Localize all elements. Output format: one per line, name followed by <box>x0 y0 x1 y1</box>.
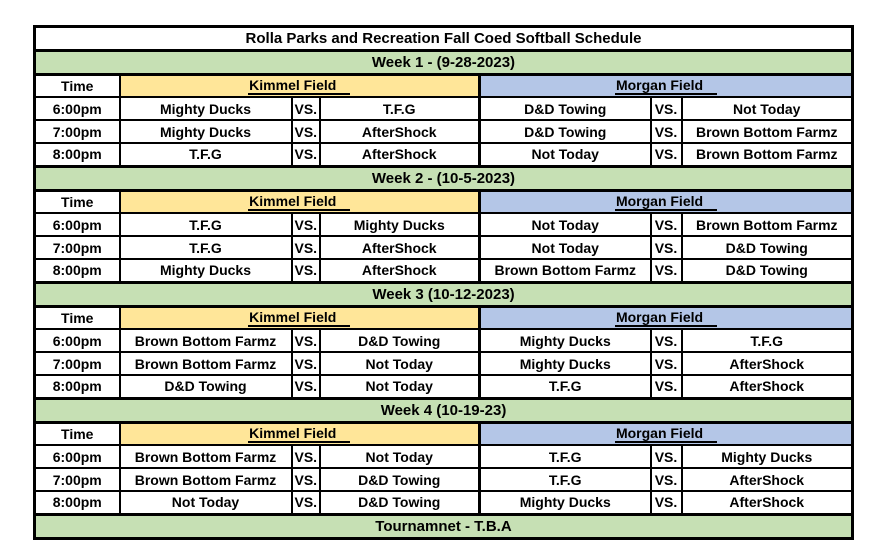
week-4-label: Week 4 (10-19-23) <box>35 398 853 422</box>
morgan-away-team: Not Today <box>682 97 853 120</box>
vs-label: VS. <box>651 120 682 143</box>
vs-label: VS. <box>292 445 320 468</box>
vs-label: VS. <box>651 468 682 491</box>
kimmel-field-header <box>120 190 480 213</box>
vs-label: VS. <box>292 120 320 143</box>
week-header-row <box>35 166 853 190</box>
vs-label: VS. <box>651 97 682 120</box>
morgan-home-team: Not Today <box>480 213 651 236</box>
vs-label: VS. <box>651 213 682 236</box>
kimmel-home-team: Brown Bottom Farmz <box>120 352 292 375</box>
kimmel-home-team: Brown Bottom Farmz <box>120 445 292 468</box>
morgan-home-team: T.F.G <box>480 468 651 491</box>
morgan-away-team: Mighty Ducks <box>682 445 853 468</box>
vs-label: VS. <box>651 445 682 468</box>
morgan-field-label: Morgan Field <box>615 308 717 327</box>
morgan-away-team: D&D Towing <box>682 236 853 259</box>
time-cell: 6:00pm <box>35 97 120 120</box>
game-row <box>35 143 853 166</box>
morgan-home-team: D&D Towing <box>480 120 651 143</box>
kimmel-away-team: Mighty Ducks <box>320 213 480 236</box>
time-cell: 7:00pm <box>35 236 120 259</box>
morgan-away-team: T.F.G <box>682 329 853 352</box>
time-cell: 8:00pm <box>35 259 120 282</box>
game-row <box>35 375 853 398</box>
time-cell: 7:00pm <box>35 468 120 491</box>
morgan-field-label: Morgan Field <box>615 76 717 95</box>
week-header-row <box>35 398 853 422</box>
game-row <box>35 445 853 468</box>
morgan-away-team: AfterShock <box>682 375 853 398</box>
morgan-away-team: AfterShock <box>682 491 853 514</box>
morgan-field-label: Morgan Field <box>615 424 717 443</box>
kimmel-field-label: Kimmel Field <box>248 308 350 327</box>
vs-label: VS. <box>292 213 320 236</box>
game-row <box>35 236 853 259</box>
morgan-field-label: Morgan Field <box>615 192 717 211</box>
morgan-home-team: Brown Bottom Farmz <box>480 259 651 282</box>
field-header-row <box>35 190 853 213</box>
field-header-row <box>35 74 853 97</box>
game-row <box>35 329 853 352</box>
schedule-title: Rolla Parks and Recreation Fall Coed Softball Schedule <box>35 27 853 51</box>
vs-label: VS. <box>651 259 682 282</box>
vs-label: VS. <box>651 375 682 398</box>
vs-label: VS. <box>292 259 320 282</box>
morgan-home-team: D&D Towing <box>480 97 651 120</box>
kimmel-field-header <box>120 74 480 97</box>
game-row <box>35 259 853 282</box>
kimmel-away-team: D&D Towing <box>320 468 480 491</box>
kimmel-home-team: Mighty Ducks <box>120 120 292 143</box>
time-cell: 8:00pm <box>35 143 120 166</box>
kimmel-home-team: Mighty Ducks <box>120 97 292 120</box>
softball-schedule-table <box>33 25 854 540</box>
kimmel-field-label: Kimmel Field <box>248 424 350 443</box>
week-3-label: Week 3 (10-12-2023) <box>35 282 853 306</box>
vs-label: VS. <box>651 352 682 375</box>
game-row <box>35 468 853 491</box>
morgan-away-team: Brown Bottom Farmz <box>682 143 853 166</box>
game-row <box>35 491 853 514</box>
field-header-row <box>35 422 853 445</box>
vs-label: VS. <box>292 491 320 514</box>
morgan-away-team: AfterShock <box>682 468 853 491</box>
week-header-row <box>35 50 853 74</box>
time-cell: 8:00pm <box>35 375 120 398</box>
kimmel-away-team: T.F.G <box>320 97 480 120</box>
morgan-field-header <box>480 74 853 97</box>
field-header-row <box>35 306 853 329</box>
vs-label: VS. <box>651 143 682 166</box>
vs-label: VS. <box>292 375 320 398</box>
kimmel-away-team: D&D Towing <box>320 491 480 514</box>
morgan-away-team: Brown Bottom Farmz <box>682 120 853 143</box>
game-row <box>35 352 853 375</box>
vs-label: VS. <box>651 329 682 352</box>
kimmel-home-team: D&D Towing <box>120 375 292 398</box>
kimmel-field-label: Kimmel Field <box>248 76 350 95</box>
kimmel-away-team: AfterShock <box>320 236 480 259</box>
kimmel-home-team: Brown Bottom Farmz <box>120 468 292 491</box>
morgan-home-team: Mighty Ducks <box>480 352 651 375</box>
kimmel-away-team: Not Today <box>320 352 480 375</box>
time-cell: 7:00pm <box>35 120 120 143</box>
kimmel-home-team: T.F.G <box>120 236 292 259</box>
time-cell: 6:00pm <box>35 445 120 468</box>
kimmel-away-team: AfterShock <box>320 143 480 166</box>
kimmel-home-team: Not Today <box>120 491 292 514</box>
vs-label: VS. <box>292 97 320 120</box>
kimmel-home-team: T.F.G <box>120 143 292 166</box>
vs-label: VS. <box>651 491 682 514</box>
kimmel-away-team: AfterShock <box>320 259 480 282</box>
vs-label: VS. <box>651 236 682 259</box>
morgan-home-team: T.F.G <box>480 375 651 398</box>
vs-label: VS. <box>292 143 320 166</box>
kimmel-away-team: Not Today <box>320 445 480 468</box>
week-header-row <box>35 282 853 306</box>
morgan-home-team: Mighty Ducks <box>480 491 651 514</box>
kimmel-field-header <box>120 422 480 445</box>
time-cell: 7:00pm <box>35 352 120 375</box>
vs-label: VS. <box>292 329 320 352</box>
tournament-row <box>35 514 853 538</box>
time-header: Time <box>35 190 120 213</box>
time-header: Time <box>35 422 120 445</box>
morgan-field-header <box>480 422 853 445</box>
time-header: Time <box>35 306 120 329</box>
morgan-home-team: Not Today <box>480 143 651 166</box>
time-cell: 8:00pm <box>35 491 120 514</box>
game-row <box>35 213 853 236</box>
vs-label: VS. <box>292 468 320 491</box>
morgan-home-team: Mighty Ducks <box>480 329 651 352</box>
morgan-field-header <box>480 190 853 213</box>
time-cell: 6:00pm <box>35 213 120 236</box>
kimmel-away-team: D&D Towing <box>320 329 480 352</box>
morgan-home-team: T.F.G <box>480 445 651 468</box>
week-1-label: Week 1 - (9-28-2023) <box>35 50 853 74</box>
kimmel-away-team: Not Today <box>320 375 480 398</box>
game-row <box>35 97 853 120</box>
morgan-away-team: D&D Towing <box>682 259 853 282</box>
kimmel-home-team: Mighty Ducks <box>120 259 292 282</box>
morgan-home-team: Not Today <box>480 236 651 259</box>
vs-label: VS. <box>292 236 320 259</box>
title-row <box>35 27 853 51</box>
kimmel-field-header <box>120 306 480 329</box>
kimmel-home-team: T.F.G <box>120 213 292 236</box>
schedule-sheet <box>33 25 854 540</box>
time-header: Time <box>35 74 120 97</box>
morgan-away-team: Brown Bottom Farmz <box>682 213 853 236</box>
kimmel-away-team: AfterShock <box>320 120 480 143</box>
game-row <box>35 120 853 143</box>
kimmel-field-label: Kimmel Field <box>248 192 350 211</box>
kimmel-home-team: Brown Bottom Farmz <box>120 329 292 352</box>
vs-label: VS. <box>292 352 320 375</box>
morgan-away-team: AfterShock <box>682 352 853 375</box>
morgan-field-header <box>480 306 853 329</box>
week-2-label: Week 2 - (10-5-2023) <box>35 166 853 190</box>
time-cell: 6:00pm <box>35 329 120 352</box>
tournament-footer: Tournamnet - T.B.A <box>35 514 853 538</box>
